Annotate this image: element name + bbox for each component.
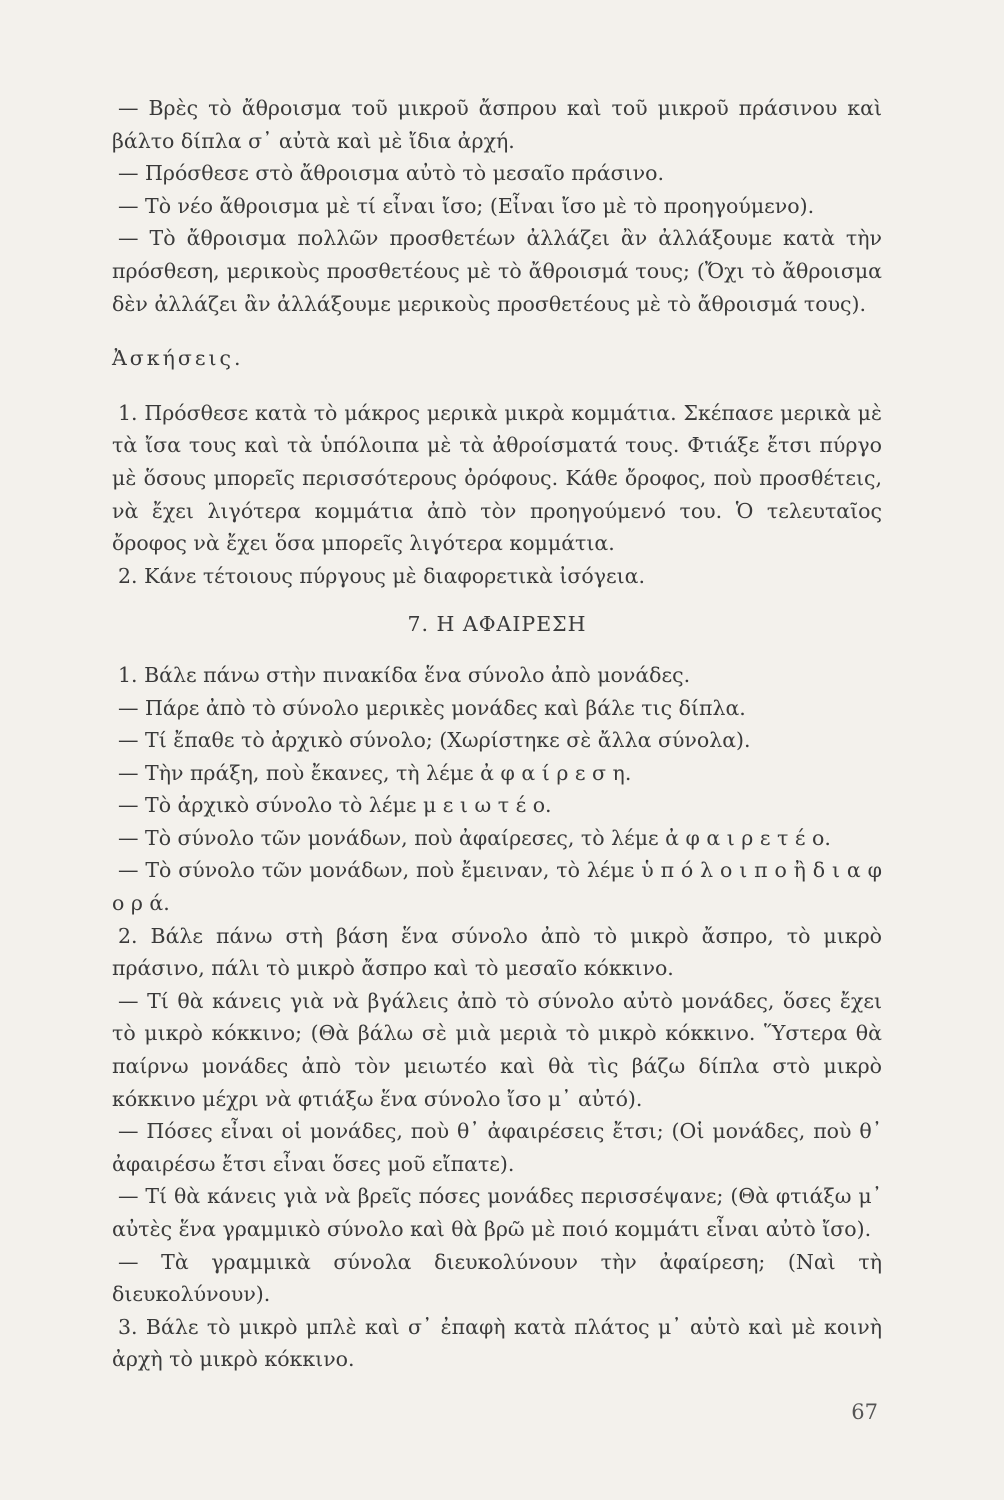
paragraph: — Πάρε ἀπὸ τὸ σύνολο μερικὲς μονάδες καὶ βάλε τις δίπλα.: [118, 695, 746, 720]
paragraph: — Τί θὰ κάνεις γιὰ νὰ βγάλεις ἀπὸ τὸ σύνολο αὐτὸ μονάδες, ὅσες ἔχει τὸ μικρὸ κόκκινο; (Θὰ βάλω σὲ μιὰ μεριὰ τὸ μικρὸ κόκκινο. Ὕστερα θὰ παίρνω μονάδες ἀπὸ τὸν μειωτέο καὶ θὰ τὶς βάζω δίπλα στὸ μικρὸ κόκκινο μέχρι νὰ φτιάξω ἕνα σύνολο ἴσο μ᾿ αὐτό).: [112, 988, 882, 1111]
exercise-item: 1. Πρόσθεσε κατὰ τὸ μάκρος μερικὰ μικρὰ κομμάτια. Σκέπασε μερικὰ μὲ τὰ ἴσα τους καὶ τὰ ὑπόλοιπα μὲ τὰ ἀθροίσματά τους. Φτιάξε ἔτσι πύργο μὲ ὅσους μπορεῖς περισσότερους ὀρόφους. Κάθε ὄροφος, ποὺ προσθέτεις, νὰ ἔχει λιγότερα κομμάτια ἀπὸ τὸν προηγούμενό του. Ὁ τελευταῖος ὄροφος νὰ ἔχει ὅσα μπορεῖς λιγότερα κομμάτια.: [112, 400, 882, 556]
paragraph: — Τὸ σύνολο τῶν μονάδων, ποὺ ἔμειναν, τὸ λέμε ὑ π ό λ ο ι π ο ἢ δ ι α φ ο ρ ά.: [112, 858, 882, 916]
exercise-item: 2. Κάνε τέτοιους πύργους μὲ διαφορετικὰ ἰσόγεια.: [118, 563, 645, 588]
paragraph: — Τὴν πράξη, ποὺ ἔκανες, τὴ λέμε ἀ φ α ί ρ ε σ η.: [118, 760, 632, 785]
section-heading: 7. Η ΑΦΑΙΡΕΣΗ: [407, 612, 587, 637]
paragraph: 2. Βάλε πάνω στὴ βάση ἕνα σύνολο ἀπὸ τὸ μικρὸ ἄσπρο, τὸ μικρὸ πράσινο, πάλι τὸ μικρὸ ἄσπρο καὶ τὸ μεσαῖο κόκκινο.: [112, 923, 882, 981]
paragraph: — Τὸ νέο ἄθροισμα μὲ τί εἶναι ἴσο; (Εἶναι ἴσο μὲ τὸ προηγούμενο).: [118, 193, 815, 218]
paragraph: — Τὸ σύνολο τῶν μονάδων, ποὺ ἀφαίρεσες, τὸ λέμε ἀ φ α ι ρ ε τ έ ο.: [118, 825, 831, 850]
paragraph: 3. Βάλε τὸ μικρὸ μπλὲ καὶ σ᾿ ἐπαφὴ κατὰ πλάτος μ᾿ αὐτὸ καὶ μὲ κοινὴ ἀρχὴ τὸ μικρὸ κόκκινο.: [112, 1314, 882, 1372]
paragraph: 1. Βάλε πάνω στὴν πινακίδα ἕνα σύνολο ἀπὸ μονάδες.: [118, 662, 691, 687]
page-number: 67: [851, 1400, 878, 1424]
page-text: [112, 92, 882, 1376]
paragraph: — Βρὲς τὸ ἄθροισμα τοῦ μικροῦ ἄσπρου καὶ τοῦ μικροῦ πράσινου καὶ βάλτο δίπλα σ᾿ αὐτὰ καὶ μὲ ἴδια ἀρχή.: [112, 96, 882, 153]
paragraph: — Τί θὰ κάνεις γιὰ νὰ βρεῖς πόσες μονάδες περισσέψανε; (Θὰ φτιάξω μ᾿ αὐτὲς ἕνα γραμμικὸ σύνολο καὶ θὰ βρῶ μὲ ποιό κομμάτι εἶναι αὐτὸ ἴσο).: [112, 1184, 882, 1241]
paragraph: — Τὰ γραμμικὰ σύνολα διευκολύνουν τὴν ἀφαίρεση; (Ναὶ τὴ διευκολύνουν).: [112, 1249, 882, 1307]
paragraph: — Τὸ ἄθροισμα πολλῶν προσθετέων ἀλλάζει ἂν ἀλλάξουμε κατὰ τὴν πρόσθεση, μερικοὺς προσθετέους μὲ τὸ ἄθροισμά τους; (Ὄχι τὸ ἄθροισμα δὲν ἀλλάζει ἂν ἀλλάξουμε μερικοὺς προσθετέους μὲ τὸ ἄθροισμά τους).: [112, 226, 882, 316]
paragraph: — Τί ἔπαθε τὸ ἀρχικὸ σύνολο; (Χωρίστηκε σὲ ἄλλα σύνολα).: [118, 728, 751, 753]
paragraph: — Πόσες εἶναι οἱ μονάδες, ποὺ θ᾿ ἀφαιρέσεις ἔτσι; (Οἱ μονάδες, ποὺ θ᾿ ἀφαιρέσω ἔτσι εἶναι ὅσες μοῦ εἴπατε).: [112, 1119, 882, 1176]
paragraph: — Τὸ ἀρχικὸ σύνολο τὸ λέμε μ ε ι ω τ έ ο.: [118, 793, 552, 818]
exercises-label: Ἀσκήσεις.: [112, 346, 244, 371]
paragraph: — Πρόσθεσε στὸ ἄθροισμα αὐτὸ τὸ μεσαῖο πράσινο.: [118, 161, 664, 186]
